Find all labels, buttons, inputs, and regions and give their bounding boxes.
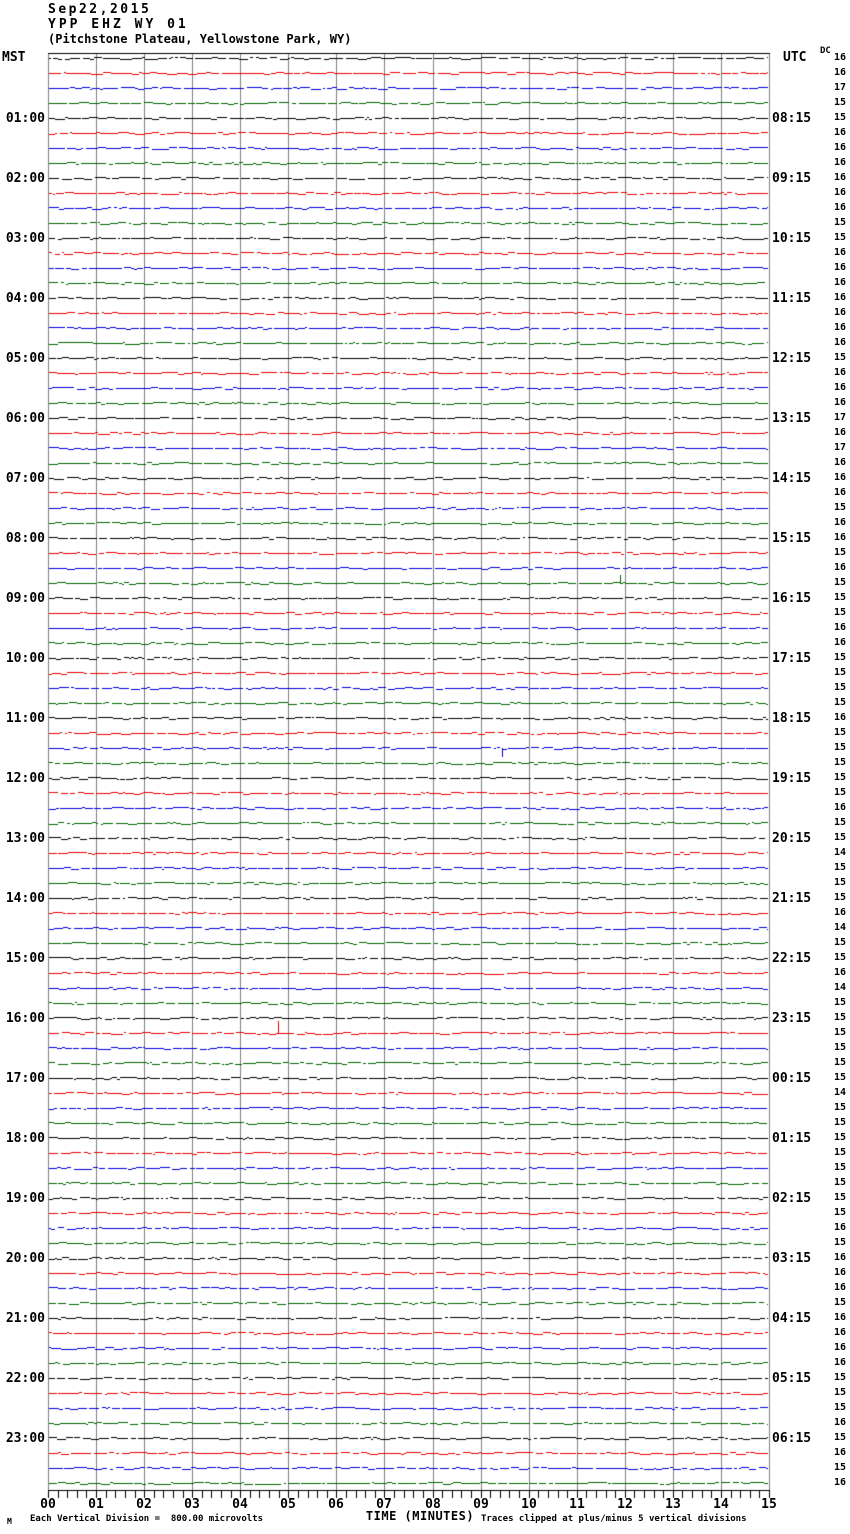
- mst-time-label: 19:00: [5, 1191, 45, 1206]
- x-tick-label: 13: [665, 1497, 681, 1512]
- dc-value: 15: [833, 1387, 846, 1398]
- dc-value: 17: [833, 412, 846, 423]
- dc-value: 15: [833, 937, 846, 948]
- dc-value: 15: [833, 502, 846, 513]
- dc-value: 16: [833, 1222, 846, 1233]
- utc-time-label: 18:15: [772, 711, 812, 726]
- dc-value: 16: [833, 367, 846, 378]
- dc-value: 15: [833, 1462, 846, 1473]
- dc-value: 16: [833, 277, 846, 288]
- dc-value: 15: [833, 217, 846, 228]
- dc-value: 16: [833, 1417, 846, 1428]
- dc-value: 15: [833, 727, 846, 738]
- utc-time-label: 22:15: [772, 951, 812, 966]
- x-tick-label: 12: [617, 1497, 633, 1512]
- dc-value: 15: [833, 652, 846, 663]
- dc-value: 16: [833, 622, 846, 633]
- dc-value: 16: [833, 127, 846, 138]
- utc-time-label: 16:15: [772, 591, 812, 606]
- dc-value: 16: [833, 802, 846, 813]
- dc-value: 15: [833, 817, 846, 828]
- mst-time-label: 11:00: [5, 711, 45, 726]
- mst-time-label: 23:00: [5, 1431, 45, 1446]
- dc-value: 15: [833, 577, 846, 588]
- mst-time-label: 17:00: [5, 1071, 45, 1086]
- dc-value: 16: [833, 1327, 846, 1338]
- x-tick-label: 14: [713, 1497, 729, 1512]
- dc-value: 15: [833, 682, 846, 693]
- dc-value: 15: [833, 1027, 846, 1038]
- footer-scale-note: Each Vertical Division = 800.00 microvolts: [30, 1514, 263, 1524]
- header-station: YPP EHZ WY 01: [48, 17, 189, 32]
- utc-time-label: 11:15: [772, 291, 812, 306]
- mst-time-label: 02:00: [5, 171, 45, 186]
- x-tick-label: 02: [136, 1497, 152, 1512]
- dc-value: 15: [833, 952, 846, 963]
- dc-value: 15: [833, 1012, 846, 1023]
- dc-value: 15: [833, 697, 846, 708]
- x-tick-label: 10: [521, 1497, 537, 1512]
- dc-value: 16: [833, 307, 846, 318]
- mst-time-label: 18:00: [5, 1131, 45, 1146]
- dc-value: 16: [833, 172, 846, 183]
- dc-value: 16: [833, 712, 846, 723]
- x-tick-label: 05: [280, 1497, 296, 1512]
- utc-time-label: 10:15: [772, 231, 812, 246]
- dc-value: 17: [833, 82, 846, 93]
- dc-value: 16: [833, 517, 846, 528]
- dc-value: 16: [833, 487, 846, 498]
- dc-value: 16: [833, 637, 846, 648]
- dc-value: 15: [833, 1432, 846, 1443]
- dc-value: 15: [833, 1072, 846, 1083]
- dc-value: 15: [833, 1117, 846, 1128]
- dc-value: 15: [833, 1147, 846, 1158]
- mst-time-label: 16:00: [5, 1011, 45, 1026]
- dc-value: 16: [833, 562, 846, 573]
- dc-value: 16: [833, 472, 846, 483]
- dc-value: 16: [833, 457, 846, 468]
- dc-value: 16: [833, 202, 846, 213]
- dc-value: 15: [833, 1237, 846, 1248]
- dc-value: 16: [833, 157, 846, 168]
- utc-time-label: 02:15: [772, 1191, 812, 1206]
- dc-value: 16: [833, 1267, 846, 1278]
- dc-value: 15: [833, 547, 846, 558]
- mst-time-label: 01:00: [5, 111, 45, 126]
- mst-time-label: 12:00: [5, 771, 45, 786]
- dc-value: 16: [833, 187, 846, 198]
- x-tick-label: 15: [761, 1497, 777, 1512]
- dc-value: 16: [833, 532, 846, 543]
- utc-time-label: 03:15: [772, 1251, 812, 1266]
- dc-value: 15: [833, 877, 846, 888]
- utc-time-label: 14:15: [772, 471, 812, 486]
- dc-value: 15: [833, 1177, 846, 1188]
- mst-time-label: 14:00: [5, 891, 45, 906]
- x-tick-label: 04: [232, 1497, 248, 1512]
- utc-time-label: 00:15: [772, 1071, 812, 1086]
- dc-value: 14: [833, 982, 846, 993]
- utc-time-label: 01:15: [772, 1131, 812, 1146]
- dc-value: 15: [833, 787, 846, 798]
- mst-time-label: 09:00: [5, 591, 45, 606]
- mst-time-label: 03:00: [5, 231, 45, 246]
- dc-value: 16: [833, 1342, 846, 1353]
- x-tick-label: 11: [569, 1497, 585, 1512]
- x-tick-label: 07: [376, 1497, 392, 1512]
- utc-time-label: 15:15: [772, 531, 812, 546]
- utc-time-label: 08:15: [772, 111, 812, 126]
- utc-time-label: 09:15: [772, 171, 812, 186]
- dc-value: 16: [833, 292, 846, 303]
- dc-value: 15: [833, 1372, 846, 1383]
- mst-time-label: 13:00: [5, 831, 45, 846]
- dc-value: 15: [833, 232, 846, 243]
- utc-time-label: 05:15: [772, 1371, 812, 1386]
- dc-value: 16: [833, 337, 846, 348]
- mst-time-label: 08:00: [5, 531, 45, 546]
- dc-value: 16: [833, 382, 846, 393]
- utc-time-label: 23:15: [772, 1011, 812, 1026]
- right-axis-label-utc: UTC: [783, 50, 807, 65]
- mst-time-label: 21:00: [5, 1311, 45, 1326]
- dc-value: 15: [833, 667, 846, 678]
- dc-value: 15: [833, 757, 846, 768]
- dc-value: 15: [833, 1192, 846, 1203]
- x-tick-label: 06: [328, 1497, 344, 1512]
- dc-value: 15: [833, 1297, 846, 1308]
- dc-value: 15: [833, 1162, 846, 1173]
- utc-time-label: 06:15: [772, 1431, 812, 1446]
- mst-time-label: 07:00: [5, 471, 45, 486]
- dc-value: 16: [833, 427, 846, 438]
- header-location: (Pitchstone Plateau, Yellowstone Park, WY): [48, 32, 352, 46]
- utc-time-label: 04:15: [772, 1311, 812, 1326]
- footer-marker: M: [7, 1517, 12, 1526]
- dc-value: 16: [833, 1477, 846, 1488]
- utc-time-label: 12:15: [772, 351, 812, 366]
- dc-value: 16: [833, 1312, 846, 1323]
- dc-value: 15: [833, 742, 846, 753]
- dc-value: 16: [833, 52, 846, 63]
- mst-time-label: 15:00: [5, 951, 45, 966]
- dc-value: 16: [833, 907, 846, 918]
- header-date: Sep22,2015: [48, 2, 152, 17]
- dc-value: 16: [833, 1282, 846, 1293]
- utc-time-label: 13:15: [772, 411, 812, 426]
- dc-value: 16: [833, 247, 846, 258]
- dc-value: 15: [833, 1102, 846, 1113]
- dc-value: 14: [833, 847, 846, 858]
- utc-time-label: 21:15: [772, 891, 812, 906]
- mst-time-label: 10:00: [5, 651, 45, 666]
- dc-value: 15: [833, 772, 846, 783]
- dc-value: 16: [833, 1252, 846, 1263]
- left-axis-label-mst: MST: [2, 50, 26, 65]
- dc-value: 15: [833, 1402, 846, 1413]
- x-tick-label: 01: [88, 1497, 104, 1512]
- dc-value: 14: [833, 922, 846, 933]
- dc-value: 16: [833, 967, 846, 978]
- x-tick-label: 09: [473, 1497, 489, 1512]
- dc-value: 15: [833, 607, 846, 618]
- dc-value: 17: [833, 442, 846, 453]
- dc-value: 15: [833, 1057, 846, 1068]
- utc-time-label: 20:15: [772, 831, 812, 846]
- dc-value: 16: [833, 262, 846, 273]
- x-tick-label: 08: [425, 1497, 441, 1512]
- dc-value: 16: [833, 1357, 846, 1368]
- dc-value: 15: [833, 997, 846, 1008]
- dc-value: 15: [833, 352, 846, 363]
- dc-value: 15: [833, 1207, 846, 1218]
- dc-value: 15: [833, 862, 846, 873]
- x-tick-label: 00: [40, 1497, 56, 1512]
- mst-time-label: 04:00: [5, 291, 45, 306]
- dc-value: 14: [833, 1087, 846, 1098]
- dc-value: 15: [833, 1042, 846, 1053]
- dc-value: 16: [833, 142, 846, 153]
- dc-value: 15: [833, 1132, 846, 1143]
- utc-time-label: 19:15: [772, 771, 812, 786]
- dc-column-label: DC: [820, 46, 831, 56]
- dc-value: 15: [833, 112, 846, 123]
- dc-value: 16: [833, 1447, 846, 1458]
- dc-value: 16: [833, 322, 846, 333]
- dc-value: 16: [833, 397, 846, 408]
- mst-time-label: 05:00: [5, 351, 45, 366]
- utc-time-label: 17:15: [772, 651, 812, 666]
- footer-clip-note: Traces clipped at plus/minus 5 vertical divisions: [481, 1514, 747, 1524]
- x-axis-title: TIME (MINUTES): [365, 1509, 475, 1523]
- dc-value: 15: [833, 97, 846, 108]
- dc-value: 15: [833, 892, 846, 903]
- mst-time-label: 20:00: [5, 1251, 45, 1266]
- mst-time-label: 22:00: [5, 1371, 45, 1386]
- dc-value: 15: [833, 832, 846, 843]
- dc-value: 16: [833, 67, 846, 78]
- dc-value: 15: [833, 592, 846, 603]
- x-tick-label: 03: [184, 1497, 200, 1512]
- mst-time-label: 06:00: [5, 411, 45, 426]
